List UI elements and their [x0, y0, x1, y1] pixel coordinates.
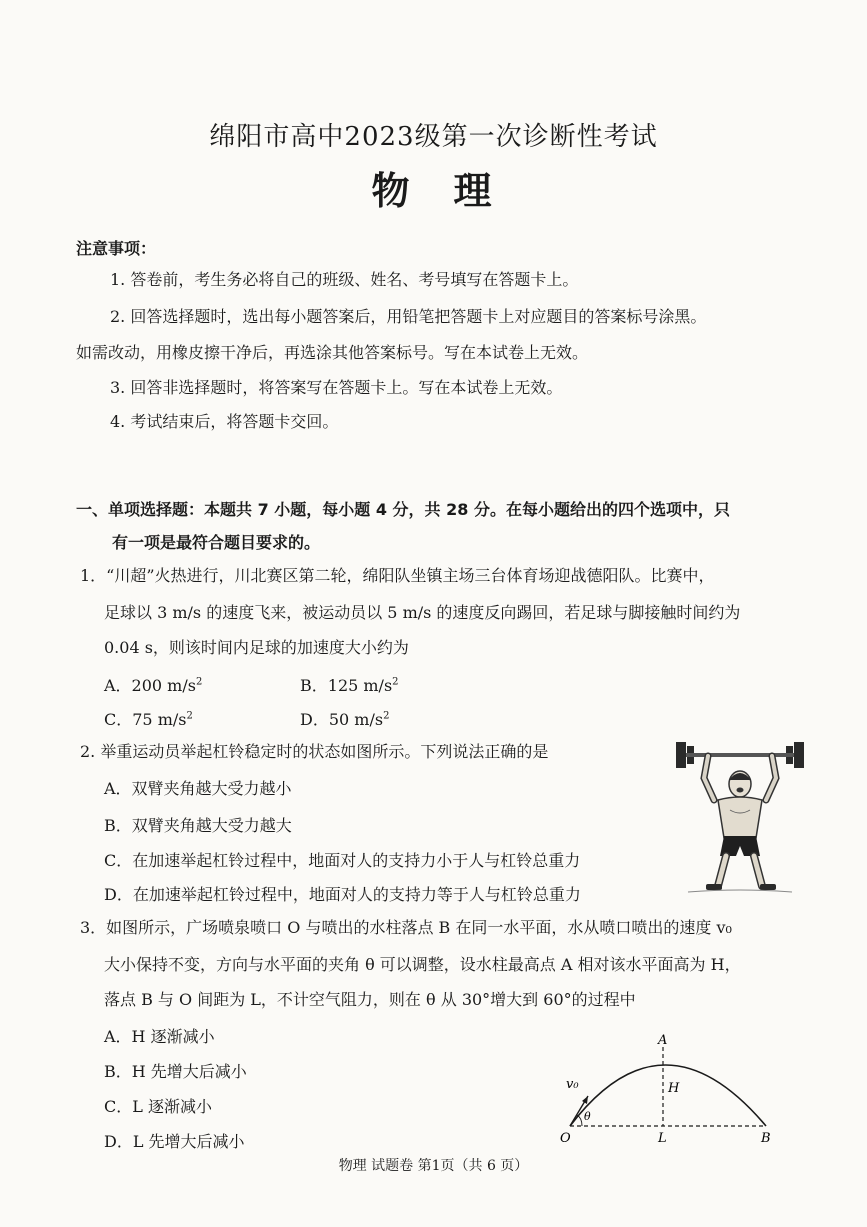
q1-stem-line1: 1．“川超”火热进行，川北赛区第二轮，绵阳队坐镇主场三台体育场迎战德阳队。比赛中， — [80, 566, 715, 585]
label-theta: θ — [584, 1110, 591, 1123]
q1-stem-line3: 0.04 s，则该时间内足球的加速度大小约为 — [104, 638, 409, 657]
q2-option-b: B．双臂夹角越大受力越大 — [104, 816, 292, 835]
q3-option-d: D．L 先增大后减小 — [104, 1132, 245, 1151]
subject-char-2: 理 — [453, 169, 496, 213]
fountain-trajectory-figure — [556, 1030, 786, 1148]
q3-option-a: A．H 逐渐减小 — [104, 1027, 215, 1046]
notice-heading: 注意事项： — [76, 239, 157, 258]
weightlifter-figure — [674, 738, 806, 896]
q1-option-c: C．75 $m/s^2$ — [104, 710, 193, 729]
q1-option-d: D．50 $m/s^2$ — [300, 710, 390, 729]
q3-stem-line1: 3．如图所示，广场喷泉喷口 O 与喷出的水柱落点 B 在同一水平面，水从喷口喷出的速度 v₀ — [80, 918, 732, 937]
label-o: O — [560, 1131, 571, 1146]
q2-option-a: A．双臂夹角越大受力越小 — [104, 779, 292, 798]
subject-title — [0, 160, 867, 215]
q1-option-b: B．125 $m/s^2$ — [300, 676, 399, 695]
exam-title: 绵阳市高中2023级第一次诊断性考试 — [209, 122, 658, 152]
q3-option-c: C．L 逐渐减小 — [104, 1097, 212, 1116]
section-heading-line2: 有一项是最符合题目要求的。 — [112, 533, 321, 552]
q3-option-b: B．H 先增大后减小 — [104, 1062, 247, 1081]
page-footer: 物理 试题卷 第1页（共 6 页） — [338, 1158, 529, 1174]
subject-char-1: 物 — [371, 169, 414, 213]
q2-option-c: C．在加速举起杠铃过程中，地面对人的支持力小于人与杠铃总重力 — [104, 851, 581, 870]
notice-item-1: 1. 答卷前，考生务必将自己的班级、姓名、考号填写在答题卡上。 — [110, 270, 579, 289]
label-l: L — [658, 1131, 667, 1146]
q2-option-d: D．在加速举起杠铃过程中，地面对人的支持力等于人与杠铃总重力 — [104, 885, 581, 904]
section-heading-line1: 一、单项选择题：本题共 7 小题，每小题 4 分，共 28 分。在每小题给出的四个选项中，只 — [76, 500, 730, 519]
velocity-arrowhead — [582, 1096, 588, 1104]
notice-item-2-cont: 如需改动，用橡皮擦干净后，再选涂其他答案标号。写在本试卷上无效。 — [76, 343, 589, 362]
q1-option-a: A．200 $m/s^2$ — [104, 676, 203, 695]
label-v0: v₀ — [566, 1077, 579, 1092]
q3-stem-line2: 大小保持不变，方向与水平面的夹角 θ 可以调整，设水柱最高点 A 相对该水平面高为 H， — [104, 955, 741, 974]
notice-item-3: 3. 回答非选择题时，将答案写在答题卡上。写在本试卷上无效。 — [110, 378, 563, 397]
notice-item-4: 4. 考试结束后，将答题卡交回。 — [110, 412, 339, 431]
q1-stem-line2: 足球以 3 m/s 的速度飞来，被运动员以 5 m/s 的速度反向踢回，若足球与脚接触时间约为 — [104, 603, 741, 622]
notice-item-2: 2. 回答选择题时，选出每小题答案后，用铅笔把答题卡上对应题目的答案标号涂黑。 — [110, 307, 707, 326]
q3-stem-line3: 落点 B 与 O 间距为 L，不计空气阻力，则在 θ 从 30°增大到 60°的过程中 — [104, 990, 636, 1009]
q2-stem: 2. 举重运动员举起杠铃稳定时的状态如图所示。下列说法正确的是 — [80, 742, 549, 761]
label-a: A — [658, 1033, 668, 1048]
label-b: B — [761, 1131, 771, 1146]
label-h: H — [668, 1081, 680, 1096]
